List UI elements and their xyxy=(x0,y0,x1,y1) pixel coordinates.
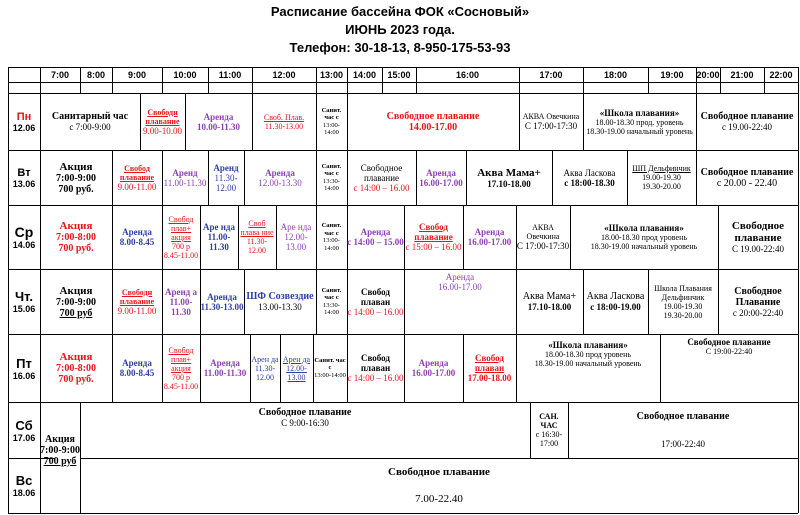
wed-free-promo: Свобод плав+ акция 700 р 8.45-11.00 xyxy=(163,214,199,260)
day-label-mon: Пн 12.06 xyxy=(12,110,36,133)
fri-rent-5: Аренда 16.00-17.00 xyxy=(411,358,456,378)
mon-free-swim: Свободн плавание 9.00-10.00 xyxy=(143,107,182,136)
thu-promo: Акция 7:00-9:00 700 руб xyxy=(56,284,96,319)
day-label-fri: Пт 16.06 xyxy=(12,355,36,381)
sat-free-day: Свободное плавание С 9:00-16:30 xyxy=(258,406,352,428)
fri-promo: Акция 7:00-8:00 700 руб. xyxy=(56,351,96,385)
row-divider xyxy=(8,82,798,83)
fri-rent-3: Арен да 11.30-12.00 xyxy=(251,354,279,382)
time-header: 21:00 xyxy=(730,70,754,80)
sat-sanit-hour: САН. ЧАС с 16:30-17:00 xyxy=(535,412,563,448)
wed-rent-5: Аренда 16.00-17.00 xyxy=(467,227,512,247)
tue-swim-school: ШП Дельфинчик 19.00-19.30 19.30-20.00 xyxy=(632,164,691,191)
tue-free-swim: Свобод плавание 9.00-11.00 xyxy=(117,163,157,192)
row-divider xyxy=(8,513,798,514)
fri-rent-1: Аренда 8.00-8.45 xyxy=(119,358,155,378)
mon-sanit-hour: Санит. час с 13:00-14:00 xyxy=(321,106,342,136)
fri-rent-4: Арен да 12.00-13.00 xyxy=(282,354,311,382)
time-header: 7:00 xyxy=(50,70,69,80)
wed-free-short: Своб плава ние 11.30-12.00 xyxy=(240,219,274,255)
day-label-sat: Сб 17.06 xyxy=(12,417,36,443)
tue-free-main: Свободное плавание с 14:00 – 16.00 xyxy=(353,162,410,193)
wed-free-swim: Свобод плавание с 15:00 – 16.00 xyxy=(405,222,462,252)
fri-sanit-hour: Санит. час с 13:00-14:00 xyxy=(314,356,346,379)
fri-school: «Школа плавания» 18.00-18.30 прод уровень 18.30-19.00 начальный уровень xyxy=(534,340,642,368)
wed-school: «Школа плавания» 18.00-18.30 прод уровень 18.30-19.00 начальный уровень xyxy=(590,223,698,251)
time-header: 19:00 xyxy=(660,70,684,80)
schedule-phone: Телефон: 30-18-13, 8-950-175-53-93 xyxy=(289,40,511,55)
time-header: 22:00 xyxy=(769,70,793,80)
wed-sanit-hour: Санит. час с 13:00-14:00 xyxy=(321,222,342,252)
thu-rent-2: Аренда 11.30-13.00 xyxy=(200,291,244,312)
fri-free-evening: Свободное плавание С 19:00-22:40 xyxy=(687,336,771,356)
schedule-title: Расписание бассейна ФОК «Сосновый» xyxy=(270,4,530,19)
mon-sanitary: Санитарный час с 7:00-9:00 xyxy=(51,111,129,132)
tue-rent-2: Аренд 11.30-12.00 xyxy=(213,162,239,193)
time-header: 15:00 xyxy=(387,70,411,80)
tue-free-evening: Свободное плавание с 20.00 - 22.40 xyxy=(700,166,794,189)
fri-rent-2: Аренда 11.00-11.30 xyxy=(203,358,247,378)
col-divider xyxy=(798,67,799,513)
wed-rent-4: Аренда с 14:00 – 15.00 xyxy=(347,227,404,247)
weekend-promo: Акция 7:00-9:00 700 руб xyxy=(40,433,80,467)
thu-aqua-laskova: Аква Ласкова с 18:00-19.00 xyxy=(586,291,645,312)
tue-aqua-mama: Аква Мама+ 17.10-18.00 xyxy=(477,166,541,189)
tue-aqua-laskova: Аква Ласкова с 18:00-18.30 xyxy=(563,167,616,188)
wed-rent-2: Аре нда 11.00-11.30 xyxy=(203,222,235,252)
mon-free-short: Своб. Плав. 11.30-13.00 xyxy=(263,112,305,131)
time-header: 16:00 xyxy=(455,70,480,80)
tue-rent-1: Аренд 11.00-11.30 xyxy=(163,167,207,188)
thu-swim-school: Школа Плавания Дельфинчик 19.00-19.30 19.30-20.00 xyxy=(654,283,712,320)
day-label-thu: Чт. 15.06 xyxy=(12,289,36,314)
tue-sanit-hour: Санит. час с 13:30-14:00 xyxy=(321,162,342,192)
row-divider xyxy=(8,67,798,68)
time-header: 14:00 xyxy=(352,70,377,80)
mon-rent: Аренда 10.00-11.30 xyxy=(196,111,240,132)
wed-rent-3: Аре нда 12.00-13.00 xyxy=(280,222,312,252)
wed-promo: Акция 7:00-8:00 700 руб. xyxy=(56,220,96,254)
mon-free-main: Свободное плавание 14.00-17.00 xyxy=(386,110,480,133)
time-header: 10:00 xyxy=(173,70,197,80)
thu-free-swim: Свободн плавание 9.00-11.00 xyxy=(117,287,157,316)
fri-free-swim: Свобод плаван 17.00-18.00 xyxy=(467,353,512,383)
day-label-sun: Вс 18.06 xyxy=(12,473,36,498)
tue-promo: Акция 7:00-9:00 700 руб. xyxy=(56,160,96,195)
thu-aqua-mama: Аква Мама+ 17.10-18.00 xyxy=(522,291,577,312)
thu-rent-3: Аренда 16.00-17.00 xyxy=(438,272,482,292)
mon-free-evening: Свободное плавание с 19.00-22:40 xyxy=(700,111,794,132)
sat-free-evening: Свободное плавание 17:00-22:40 xyxy=(636,410,730,450)
wed-free-evening: Свободное плавание С 19.00-22:40 xyxy=(731,220,785,254)
time-header: 20:00 xyxy=(696,70,720,80)
day-label-wed: Ср 14.06 xyxy=(12,224,36,250)
sun-free-day: Свободное плавание 7.00-22.40 xyxy=(388,465,490,506)
time-header: 13:00 xyxy=(319,70,344,80)
thu-free-evening: Свободное Плавание с 20:00-22:40 xyxy=(732,285,784,318)
time-header: 8:00 xyxy=(86,70,105,80)
time-header: 18:00 xyxy=(603,70,628,80)
thu-free-main: Свобод плаван с 14:00 – 16.00 xyxy=(347,286,404,317)
thu-sanit-hour: Санит. час с 13:30-14:00 xyxy=(321,286,342,316)
fri-free-main: Свобод плаван с 14:00 – 16.00 xyxy=(347,353,404,383)
tue-rent-4: Аренда 16.00-17.00 xyxy=(419,167,463,188)
time-header: 11:00 xyxy=(218,70,242,80)
thu-shf: ШФ Созвездие 13.00-13.30 xyxy=(246,291,314,312)
mon-school: «Школа плавания» 18.00-18.30 прод. уровень 18.30-19.00 начальный уровень xyxy=(586,107,693,136)
fri-free-promo: Свобод плав+ акция 700 р 8.45-11.00 xyxy=(163,345,199,391)
wed-rent-1: Аренда 8.00-8.45 xyxy=(119,227,155,247)
time-header: 17:00 xyxy=(539,70,563,80)
day-label-tue: Вт 13.06 xyxy=(12,166,36,189)
thu-rent-1: Аренд а 11.00-11.30 xyxy=(165,286,197,317)
tue-rent-3: Аренда 12.00-13.30 xyxy=(258,167,302,188)
time-header: 12:00 xyxy=(272,70,296,80)
time-header: 9:00 xyxy=(127,70,146,80)
mon-akva: АКВА Овечкина С 17:00-17:30 xyxy=(522,112,580,131)
schedule-month: ИЮНЬ 2023 года. xyxy=(345,22,455,37)
wed-akva: АКВА Овечкина С 17:00-17:30 xyxy=(516,223,570,251)
